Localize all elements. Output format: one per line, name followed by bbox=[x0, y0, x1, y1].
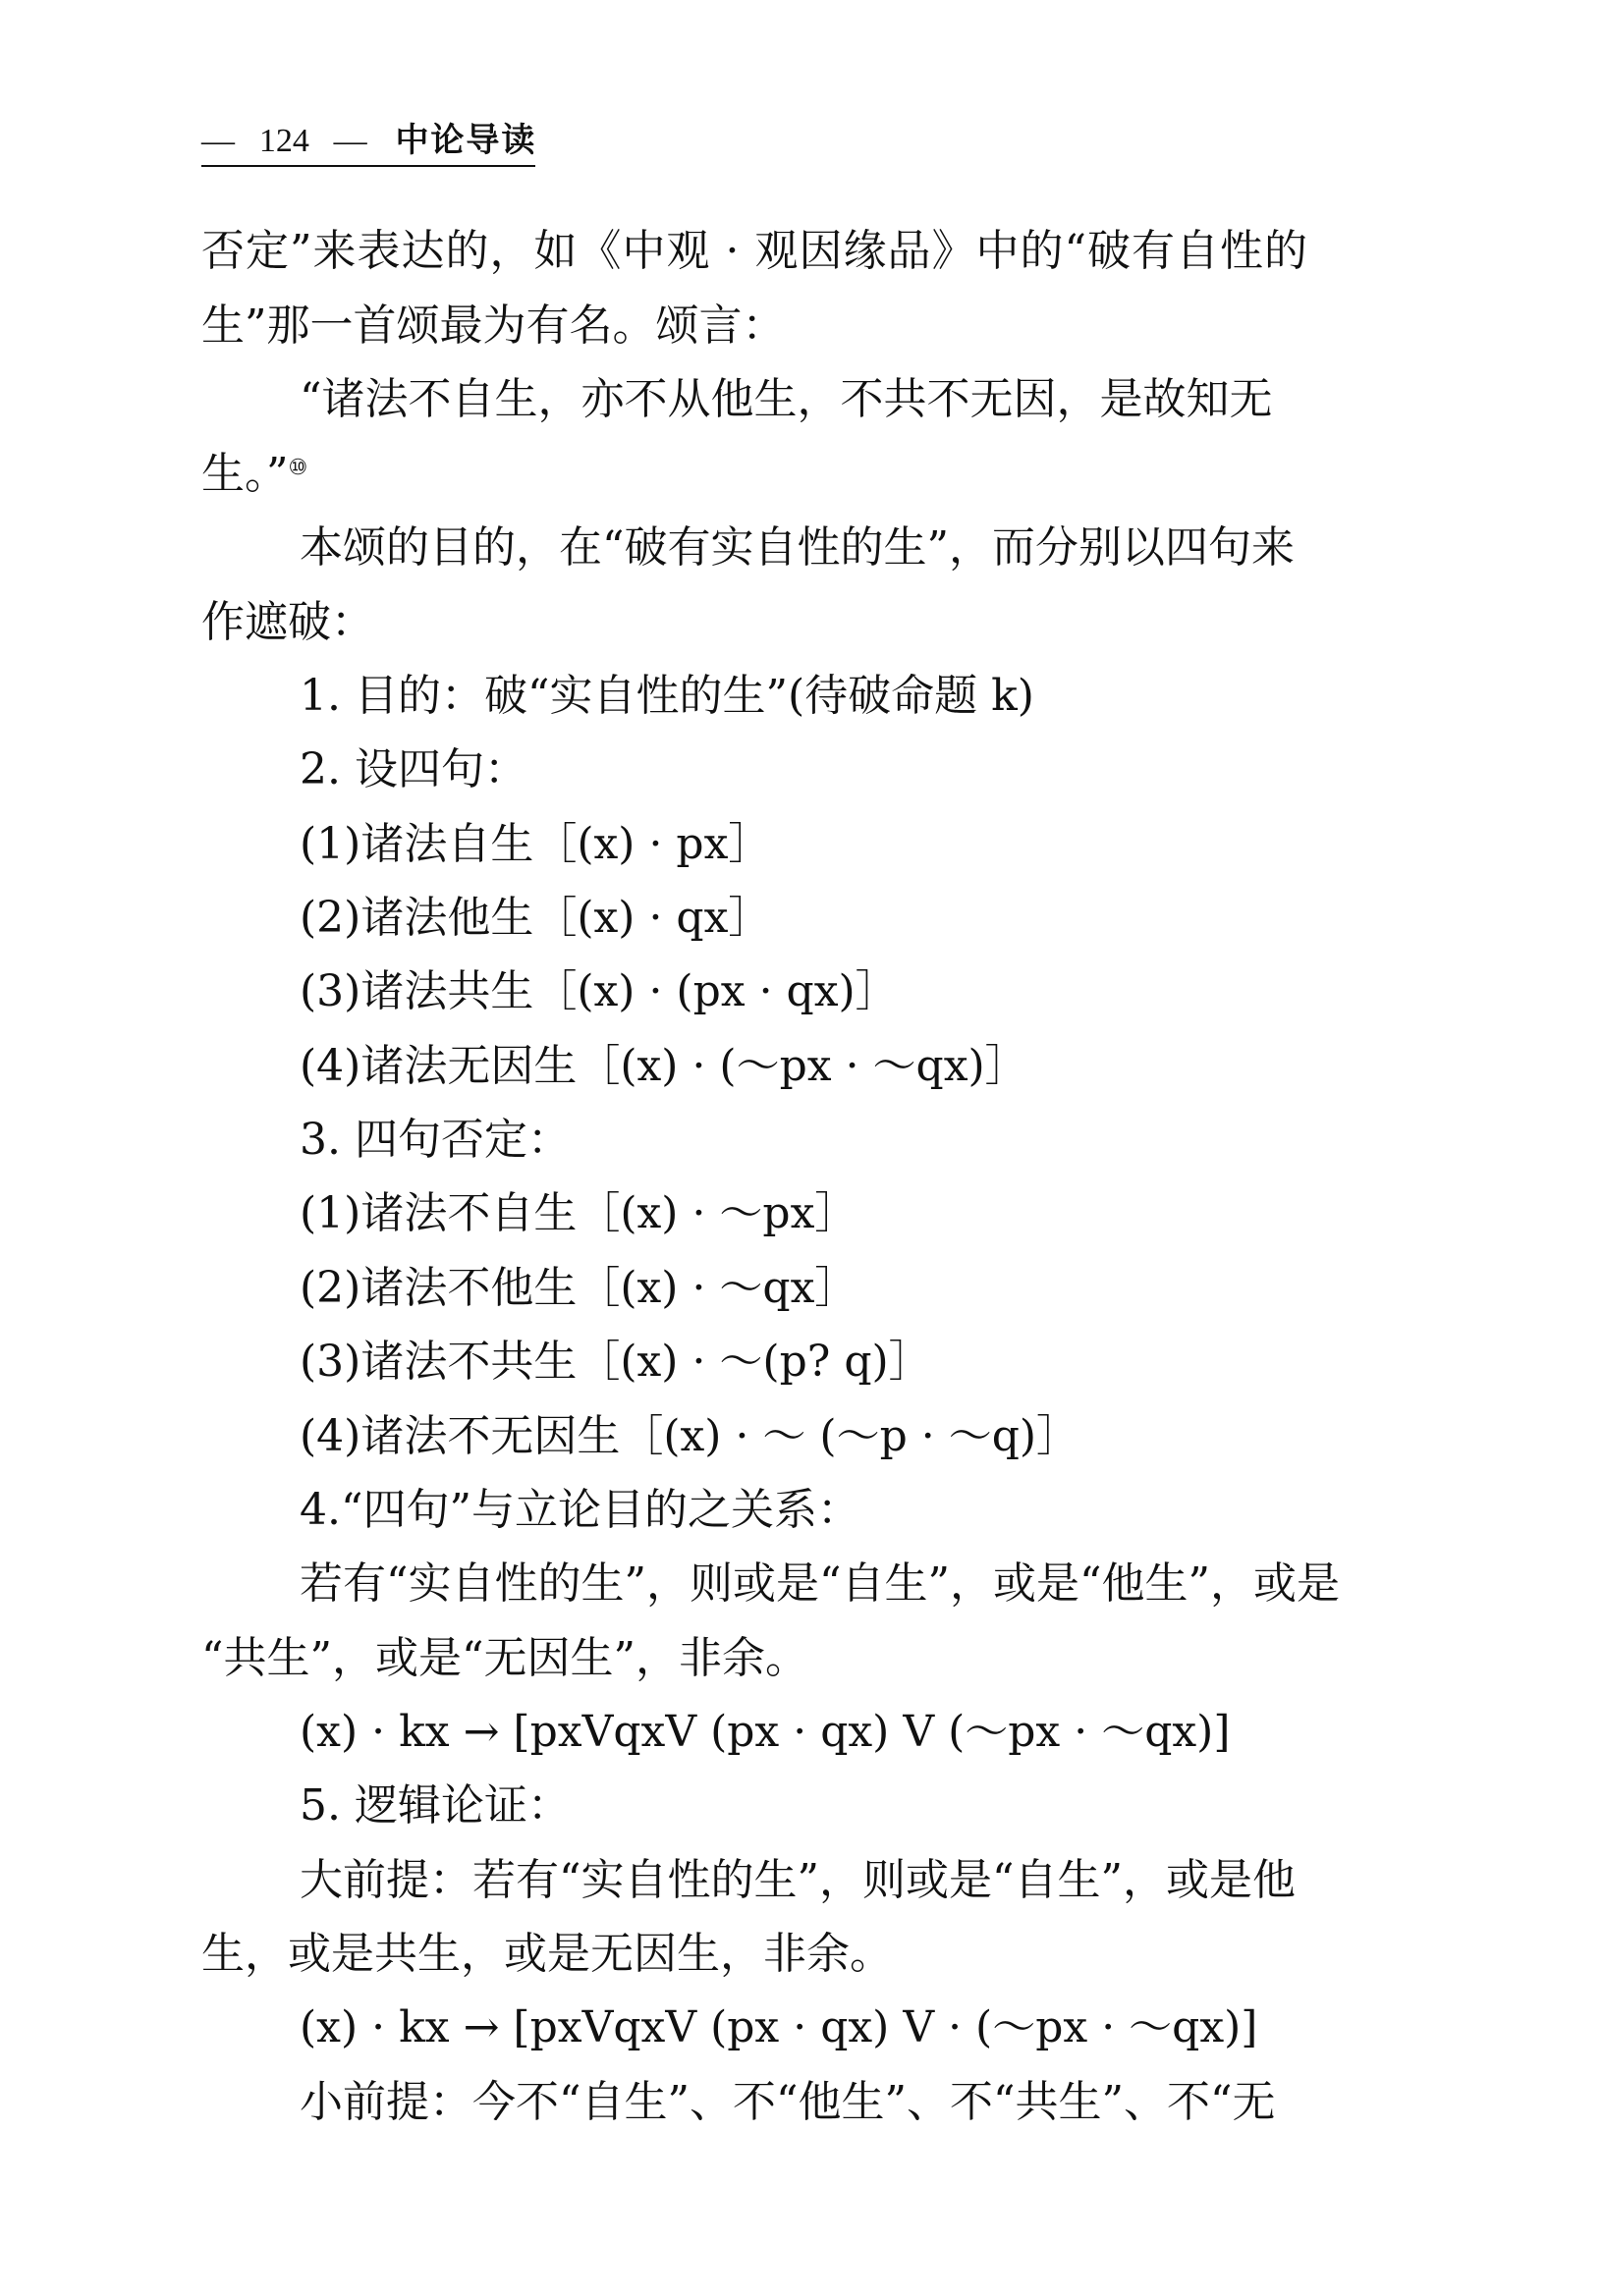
header-dash-left: — bbox=[201, 123, 235, 159]
text-line: 小前提：今不“自生”、不“他生”、不“共生”、不“无 bbox=[300, 2077, 1276, 2127]
text-line: 生”那一首颂最为有名。颂言： bbox=[201, 301, 786, 351]
page-number: 124 bbox=[258, 123, 309, 159]
text-line: 生，或是共生，或是无因生，非余。 bbox=[201, 1929, 893, 1979]
text-line: 5. 逻辑论证： bbox=[300, 1780, 571, 1831]
text-line: 3. 四句否定： bbox=[300, 1115, 571, 1165]
formula-line: (x) · kx → [pxVqxV (px · qx) V · (～px · ～qx)] bbox=[300, 2002, 1258, 2052]
text-line: (2)诸法他生［(x) · qx］ bbox=[300, 893, 772, 943]
formula-line: (x) · kx → [pxVqxV (px · qx) V (～px · ～qx)] bbox=[300, 1707, 1231, 1757]
text-line: (1)诸法不自生［(x) · ～px］ bbox=[300, 1188, 858, 1238]
text-line: (3)诸法不共生［(x) · ～(p? q)］ bbox=[300, 1337, 932, 1387]
text-line: (3)诸法共生［(x) · (px · qx)］ bbox=[300, 966, 899, 1016]
text-line: (2)诸法不他生［(x) · ～qx］ bbox=[300, 1263, 858, 1313]
text-line: (4)诸法不无因生［(x) · ～ (～p · ～q)］ bbox=[300, 1411, 1080, 1461]
text-line: 本颂的目的，在“破有实自性的生”，而分别以四句来 bbox=[300, 522, 1295, 573]
text-line: 否定”来表达的，如《中观 · 观因缘品》中的“破有自性的 bbox=[201, 226, 1308, 276]
book-title: 中论导读 bbox=[395, 121, 537, 160]
text-line: 若有“实自性的生”，则或是“自生”，或是“他生”，或是 bbox=[300, 1558, 1340, 1609]
text-line: 4.“四句”与立论目的之关系： bbox=[300, 1485, 860, 1535]
running-header bbox=[201, 116, 535, 165]
text-line: “诸法不自生，亦不从他生，不共不无因，是故知无 bbox=[300, 374, 1273, 424]
text-line: “共生”，或是“无因生”，非余。 bbox=[201, 1633, 808, 1683]
text-line bbox=[201, 445, 307, 504]
text-line: 大前提：若有“实自性的生”，则或是“自生”，或是他 bbox=[300, 1855, 1296, 1905]
text-segment: 生。” bbox=[201, 449, 289, 499]
text-line: 2. 设四句： bbox=[300, 744, 527, 794]
header-rule bbox=[201, 165, 535, 167]
text-line: 作遮破： bbox=[201, 597, 374, 647]
text-line: (1)诸法自生［(x) · px］ bbox=[300, 819, 772, 869]
text-line: (4)诸法无因生［(x) · (～px · ～qx)］ bbox=[300, 1041, 1028, 1091]
header-dash-right: — bbox=[333, 123, 367, 159]
footnote-marker: ⑩ bbox=[288, 456, 308, 480]
text-line: 1. 目的：破“实自性的生”(待破命题 k) bbox=[300, 671, 1034, 721]
